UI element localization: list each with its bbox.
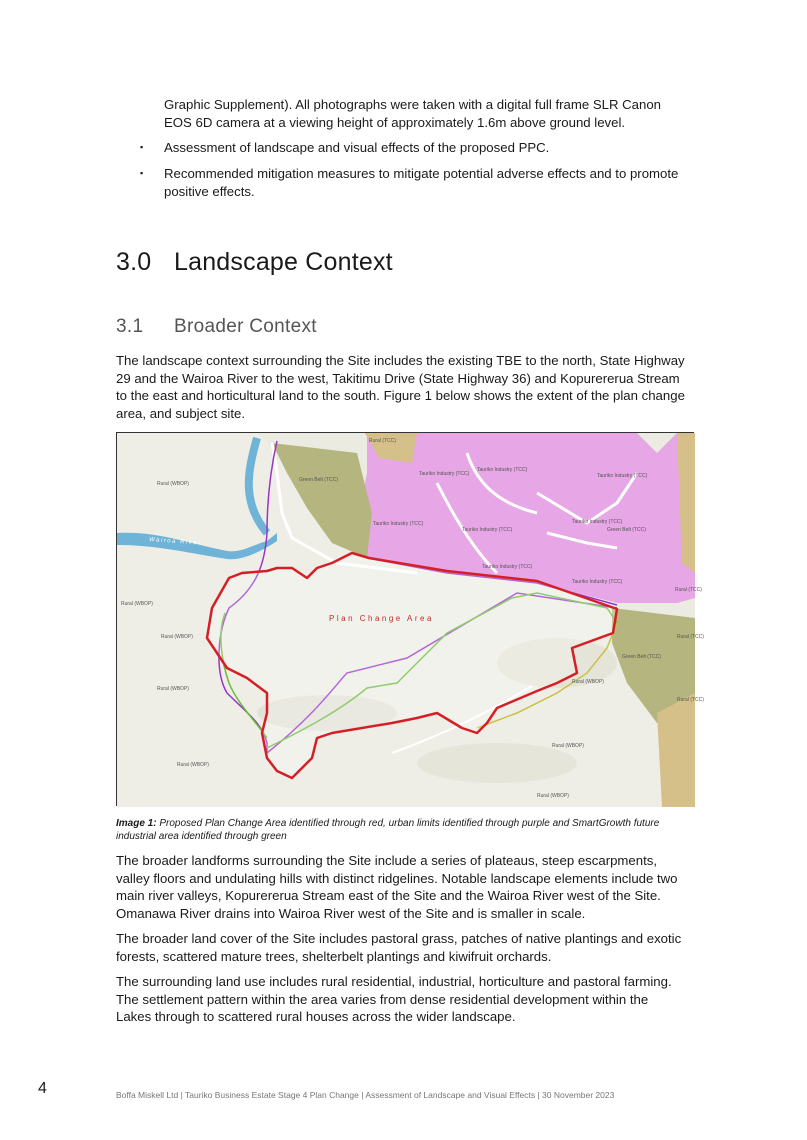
bullet-marker: ▪ bbox=[140, 142, 144, 152]
section-heading bbox=[116, 248, 393, 277]
zone-label: Tauriko Industry (TCC) bbox=[572, 579, 623, 585]
zone-label: Tauriko Industry (TCC) bbox=[462, 527, 513, 533]
zone-label: Green Belt (TCC) bbox=[299, 477, 338, 483]
zone-label: Rural (WBOP) bbox=[157, 686, 189, 692]
zone-label: Rural (WBOP) bbox=[161, 634, 193, 640]
intro-paragraph-continuation: Graphic Supplement). All photographs were taken with a digital full frame SLR Canon EOS 6D camera at a viewing height of approximately 1.6m above ground level. bbox=[164, 97, 661, 130]
zone-label: Rural (TCC) bbox=[677, 697, 704, 703]
zone-label: Rural (WBOP) bbox=[121, 601, 153, 607]
caption-label: Image 1: bbox=[116, 818, 157, 829]
zone-label: Tauriko Industry (TCC) bbox=[597, 473, 648, 479]
landuse-paragraph: The surrounding land use includes rural residential, industrial, horticulture and pastoral farming. The settlement pattern within the area varies from dense residential development within the Lakes through to scattered rural houses across the wider landscape. bbox=[116, 974, 672, 1024]
map-graphic bbox=[117, 433, 704, 807]
rural-tcc-zone bbox=[657, 693, 695, 807]
subsection-title: Broader Context bbox=[174, 316, 317, 337]
bullet-item: Assessment of landscape and visual effects of the proposed PPC. bbox=[164, 140, 550, 155]
section-title: Landscape Context bbox=[174, 248, 393, 276]
page-footer: Boffa Miskell Ltd | Tauriko Business Estate Stage 4 Plan Change | Assessment of Landscape and Visual Effects | 30 November 2023 bbox=[116, 1090, 615, 1100]
zone-label: Rural (WBOP) bbox=[537, 793, 569, 799]
subsection-number: 3.1 bbox=[116, 316, 144, 337]
zone-label: Tauriko Industry (TCC) bbox=[477, 467, 528, 473]
subsection-heading bbox=[116, 316, 317, 338]
zone-label: Green Belt (TCC) bbox=[607, 527, 646, 533]
zone-label: Rural (WBOP) bbox=[552, 743, 584, 749]
river-label: Wairoa River bbox=[148, 537, 202, 547]
zone-label: Rural (TCC) bbox=[369, 438, 396, 444]
context-paragraph: The landscape context surrounding the Site includes the existing TBE to the north, State Highway 29 and the Wairoa River to the west, Takitimu Drive (State Highway 36) and Kopurererua Stream to the east and horticultural land to the south. Figure 1 below shows the extent of the plan change area, and subject site. bbox=[116, 353, 685, 421]
zone-label: Tauriko Industry (TCC) bbox=[373, 521, 424, 527]
zone-label: Green Belt (TCC) bbox=[622, 654, 661, 660]
bullet-item: Recommended mitigation measures to mitigate potential adverse effects and to promote positive effects. bbox=[164, 166, 679, 199]
page-number: 4 bbox=[38, 1080, 47, 1097]
zone-label: Rural (WBOP) bbox=[177, 762, 209, 768]
bullet-marker: ▪ bbox=[140, 168, 144, 178]
plan-change-map bbox=[116, 432, 704, 806]
zone-label: Tauriko Industry (TCC) bbox=[419, 471, 470, 477]
landforms-paragraph: The broader landforms surrounding the Site include a series of plateaus, steep escarpments, valley floors and undulating hills with distinct ridgelines. Notable landscape elements include two main river valleys, Kopurererua Stream east of the Site and the Wairoa River west of the Site. Omanawa River drains into Wairoa River west of the Site and is smaller in scale. bbox=[116, 853, 678, 921]
zone-label: Tauriko Industry (TCC) bbox=[572, 519, 623, 525]
zone-label: Rural (WBOP) bbox=[572, 679, 604, 685]
zone-label: Tauriko Industry (TCC) bbox=[482, 564, 533, 570]
section-number: 3.0 bbox=[116, 248, 152, 276]
zone-label: Rural (TCC) bbox=[675, 587, 702, 593]
figure-caption bbox=[116, 818, 696, 843]
zone-label: Rural (TCC) bbox=[677, 634, 704, 640]
plan-change-label: Plan Change Area bbox=[329, 614, 434, 623]
zone-label: Rural (WBOP) bbox=[157, 481, 189, 487]
caption-text: Proposed Plan Change Area identified through red, urban limits identified through purple and SmartGrowth future industrial area identified through green bbox=[116, 818, 660, 842]
landcover-paragraph: The broader land cover of the Site includes pastoral grass, patches of native plantings and exotic forests, scattered mature trees, shelterbelt plantings and kiwifruit orchards. bbox=[116, 931, 682, 964]
